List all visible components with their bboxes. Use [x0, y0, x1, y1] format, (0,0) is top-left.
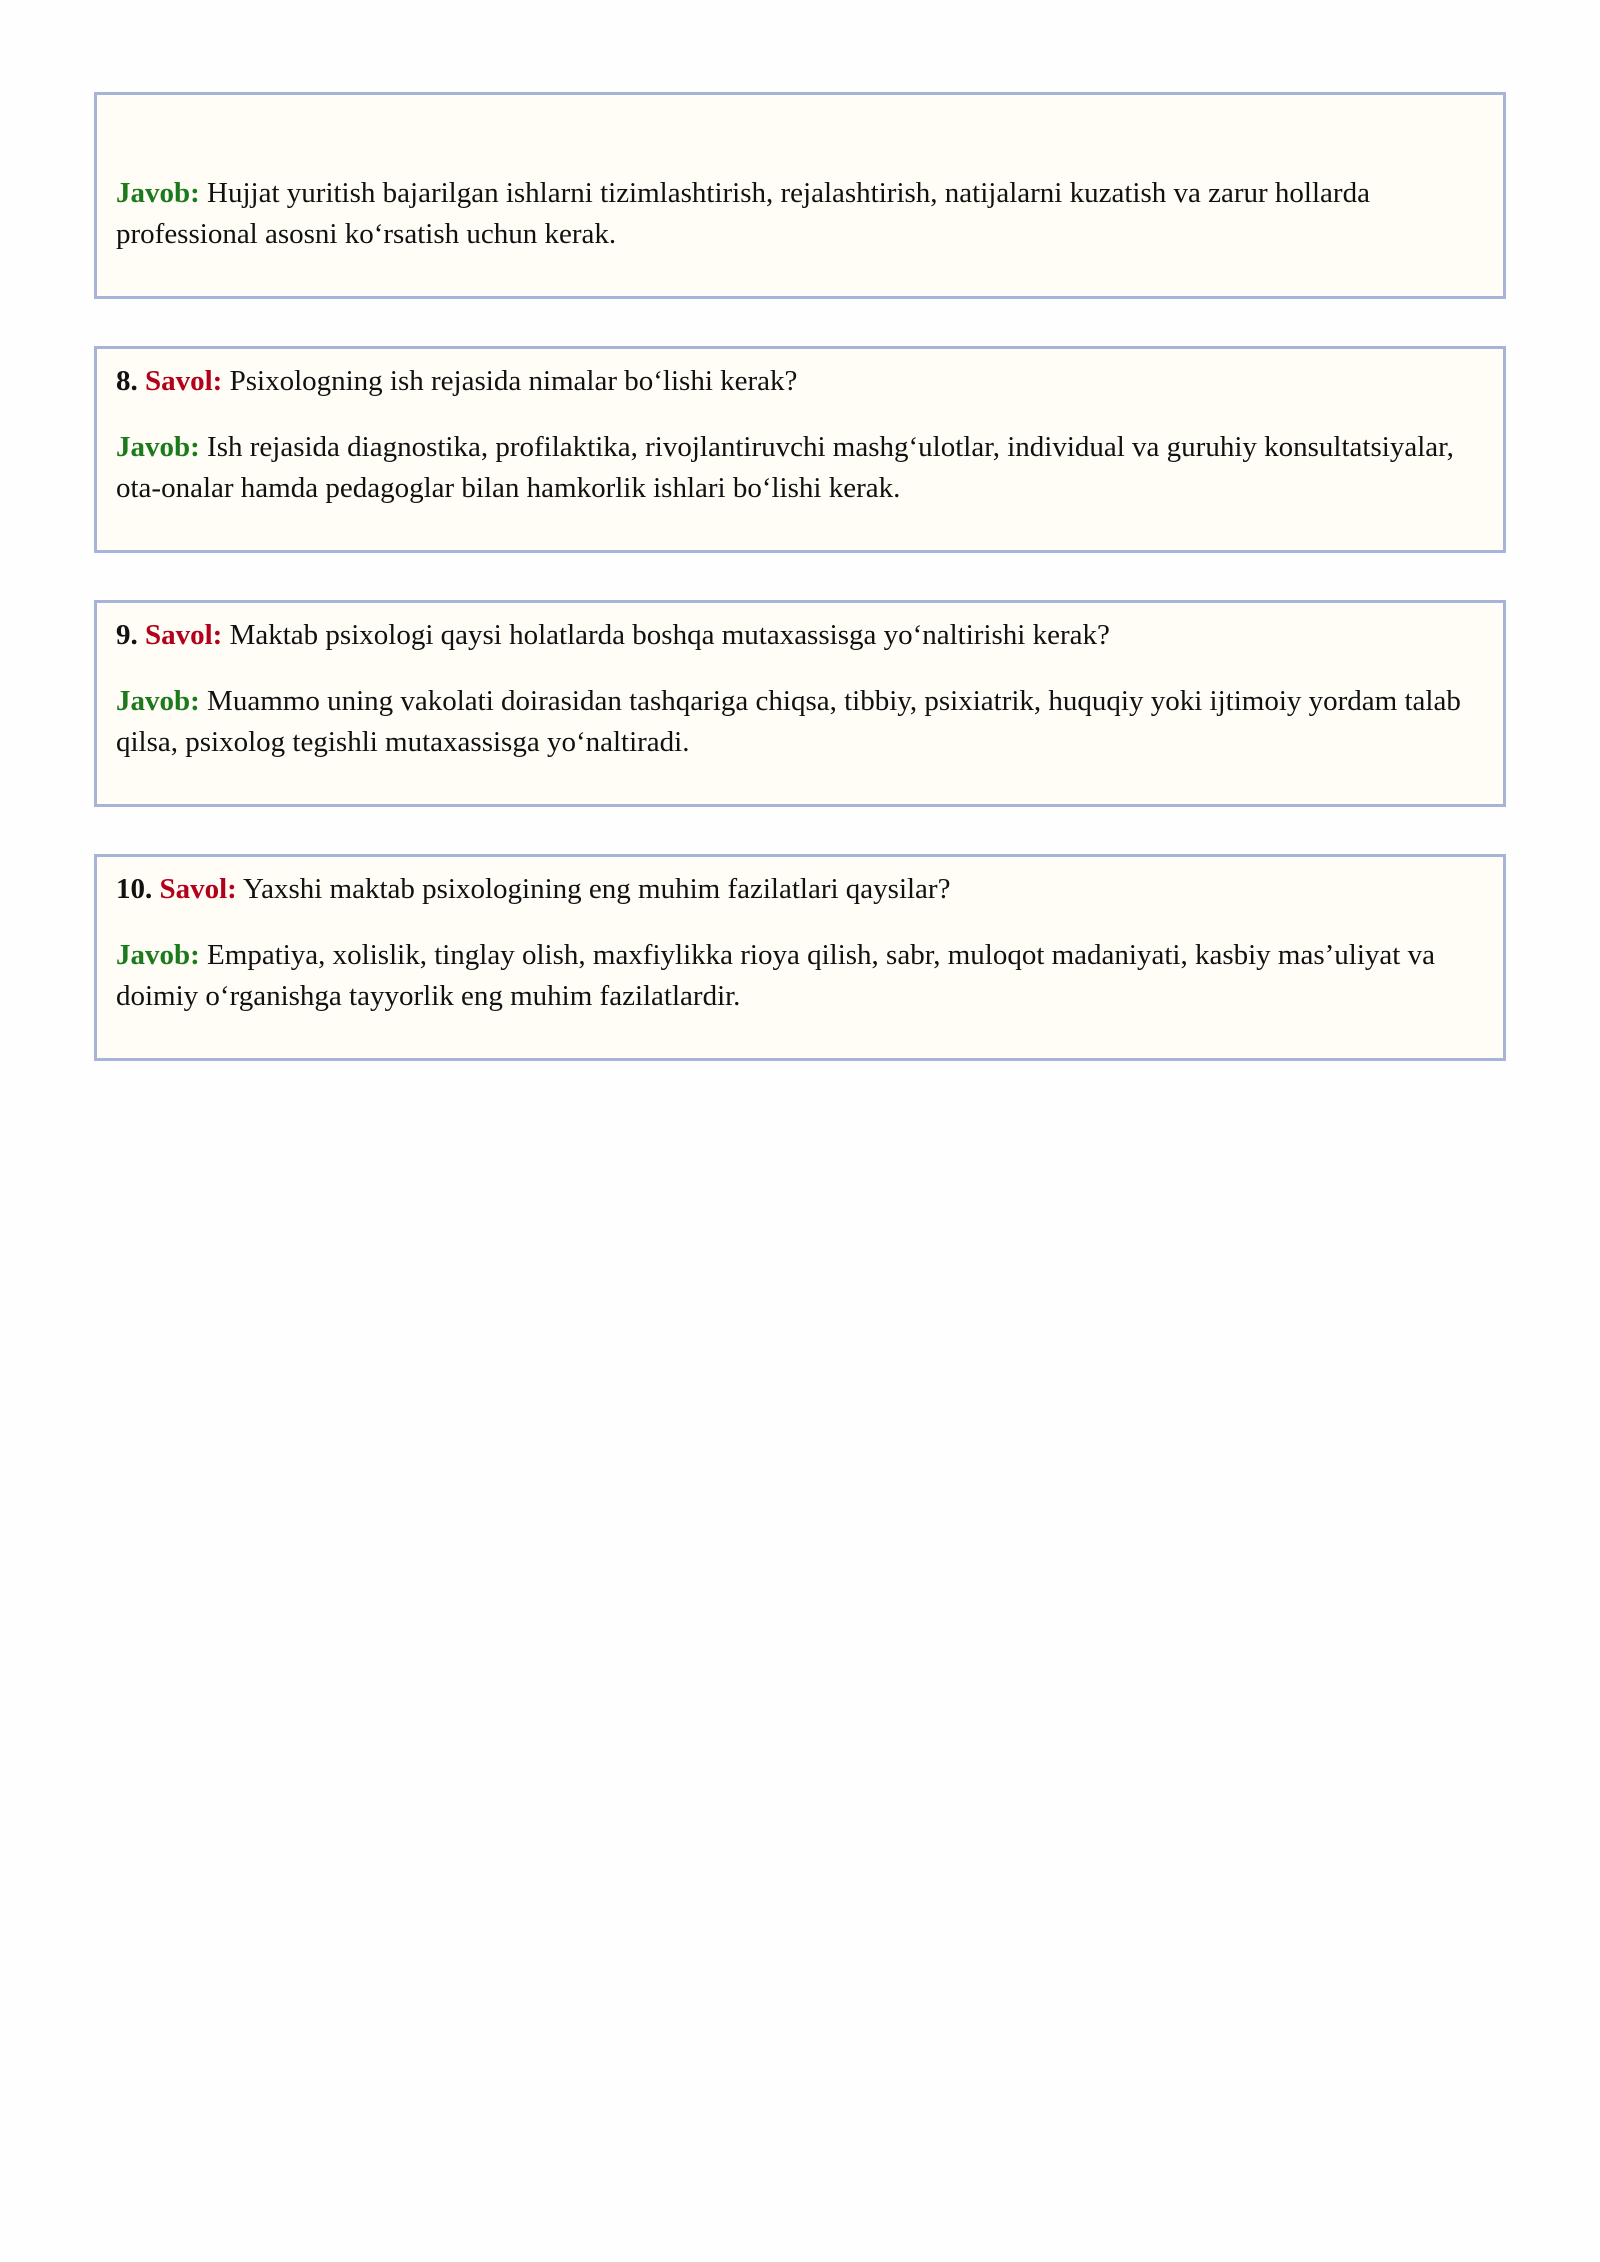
answer-text: Empatiya, xolislik, tinglay olish, maxfiylikka rioya qilish, sabr, muloqot madaniyati, kasbiy mas’uliyat va doimiy o‘rganishga tayyorlik eng muhim fazilatlardir. [116, 939, 1435, 1012]
answer-text: Ish rejasida diagnostika, profilaktika, rivojlantiruvchi mashg‘ulotlar, individual va guruhiy konsultatsiyalar, ota-onalar hamda pedagoglar bilan hamkorlik ishlari bo‘lishi kerak. [116, 431, 1454, 504]
answer-line [116, 681, 1481, 763]
question-label: Savol: [159, 873, 237, 905]
qa-card-10 [94, 854, 1506, 1061]
question-number: 8. [116, 365, 138, 397]
answer-line [116, 173, 1481, 255]
question-line [116, 869, 1481, 910]
answer-text: Muammo uning vakolati doirasidan tashqariga chiqsa, tibbiy, psixiatrik, huquqiy yoki ijtimoiy yordam talab qilsa, psixolog tegishli mutaxassisga yo‘naltiradi. [116, 685, 1461, 758]
question-label: Savol: [145, 619, 223, 651]
question-line [116, 615, 1481, 656]
answer-text: Hujjat yuritish bajarilgan ishlarni tizimlashtirish, rejalashtirish, natijalarni kuzatish va zarur hollarda professional asosni ko‘rsatish uchun kerak. [116, 177, 1370, 250]
question-text: Yaxshi maktab psixologining eng muhim fazilatlari qaysilar? [243, 873, 951, 905]
qa-card-7-continued [94, 92, 1506, 299]
qa-card-8 [94, 346, 1506, 553]
question-number: 9. [116, 619, 138, 651]
answer-line [116, 935, 1481, 1017]
question-number: 10. [116, 873, 153, 905]
answer-label: Javob: [116, 939, 200, 971]
answer-line [116, 427, 1481, 509]
question-text: Psixologning ish rejasida nimalar bo‘lishi kerak? [229, 365, 798, 397]
qa-card-9 [94, 600, 1506, 807]
answer-label: Javob: [116, 177, 200, 209]
answer-label: Javob: [116, 431, 200, 463]
question-label: Savol: [145, 365, 223, 397]
question-text: Maktab psixologi qaysi holatlarda boshqa mutaxassisga yo‘naltirishi kerak? [229, 619, 1110, 651]
answer-label: Javob: [116, 685, 200, 717]
qa-list [94, 92, 1506, 1108]
question-line [116, 361, 1481, 402]
